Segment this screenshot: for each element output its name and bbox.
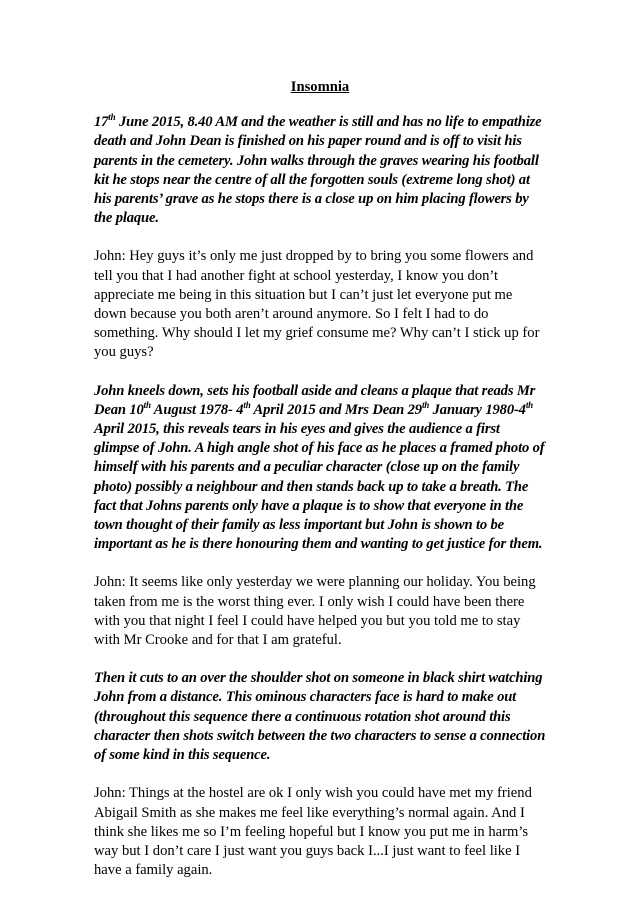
text-run: August 1978- 4 — [150, 401, 244, 418]
document-page — [94, 78, 546, 899]
ordinal-suffix: th — [243, 399, 251, 410]
ordinal-suffix: th — [525, 399, 534, 410]
text-run: John: It seems like only yesterday we were planning our holiday. You being taken from me is the worst thing ever. I only wish I could have been there with you that night I feel I could have helped you but you told me to stay with Mr Crooke and for that I am grateful. — [94, 574, 536, 649]
dialogue-paragraph — [94, 573, 546, 650]
stage-direction-paragraph — [94, 669, 546, 765]
dialogue-paragraph — [94, 784, 546, 880]
text-run: April 2015, this reveals tears in his eyes and gives the audience a first glimpse of John. A high angle shot of his face as he places a framed photo of himself with his parents and a peculiar character (close up on the family photo) possibly a neighbour and then stands back up to take a breath. The fact that Johns parents only have a plaque is to show that everyone in the town thought of their family as less important but John is shown to be important as he is there honouring them and wanting to get justice for them. — [94, 421, 545, 553]
ordinal-suffix: th — [108, 112, 116, 123]
document-title: Insomnia — [290, 79, 350, 95]
dialogue-paragraph — [94, 247, 546, 362]
text-run: John: Things at the hostel are ok I only wish you could have met my friend Abigail Smith as she makes me feel like everything’s normal again. And I think she likes me so I’m feeling hopeful but I know you put me in harm’s way but I don’t care I just want you guys back I...I just want to feel like I have a family again. — [94, 785, 532, 879]
document-body — [94, 113, 546, 880]
stage-direction-paragraph — [94, 113, 546, 228]
ordinal-suffix: th — [421, 399, 430, 410]
text-run: John: Hey guys it’s only me just dropped by to bring you some flowers and tell you that I had another fight at school yesterday, I know you don’t appreciate me being in this situation but I can’t just let everyone put me down because you both aren’t around anymore. So I felt I had to do something. Why should I let my grief consume me? Why can’t I stick up for you guys? — [94, 248, 540, 361]
text-run: June 2015, 8.40 AM and the weather is still and has no life to empathize death and John Dean is finished on his paper round and is off to visit his parents in the cemetery. John walks through the graves wearing his football kit he stops near the centre of all the forgotten souls (extreme long shot) at his parents’ grave as he stops there is a close up on him placing flowers by the plaque. — [94, 114, 542, 227]
stage-direction-paragraph — [94, 382, 546, 555]
ordinal-suffix: th — [143, 399, 151, 410]
text-run: April 2015 and Mrs Dean 29 — [250, 401, 422, 418]
text-run: January 1980-4 — [429, 401, 526, 418]
text-run: John kneels down, sets his football aside and cleans a plaque that reads Mr Dean 10 — [94, 382, 536, 418]
text-run: 17 — [94, 114, 109, 131]
text-run: Then it cuts to an over the shoulder shot on someone in black shirt watching John from a distance. This ominous characters face is hard to make out (throughout this sequence there a continuous rotation shot around this character then shots switch between the two characters to sense a connection of some kind in this sequence. — [94, 670, 546, 764]
